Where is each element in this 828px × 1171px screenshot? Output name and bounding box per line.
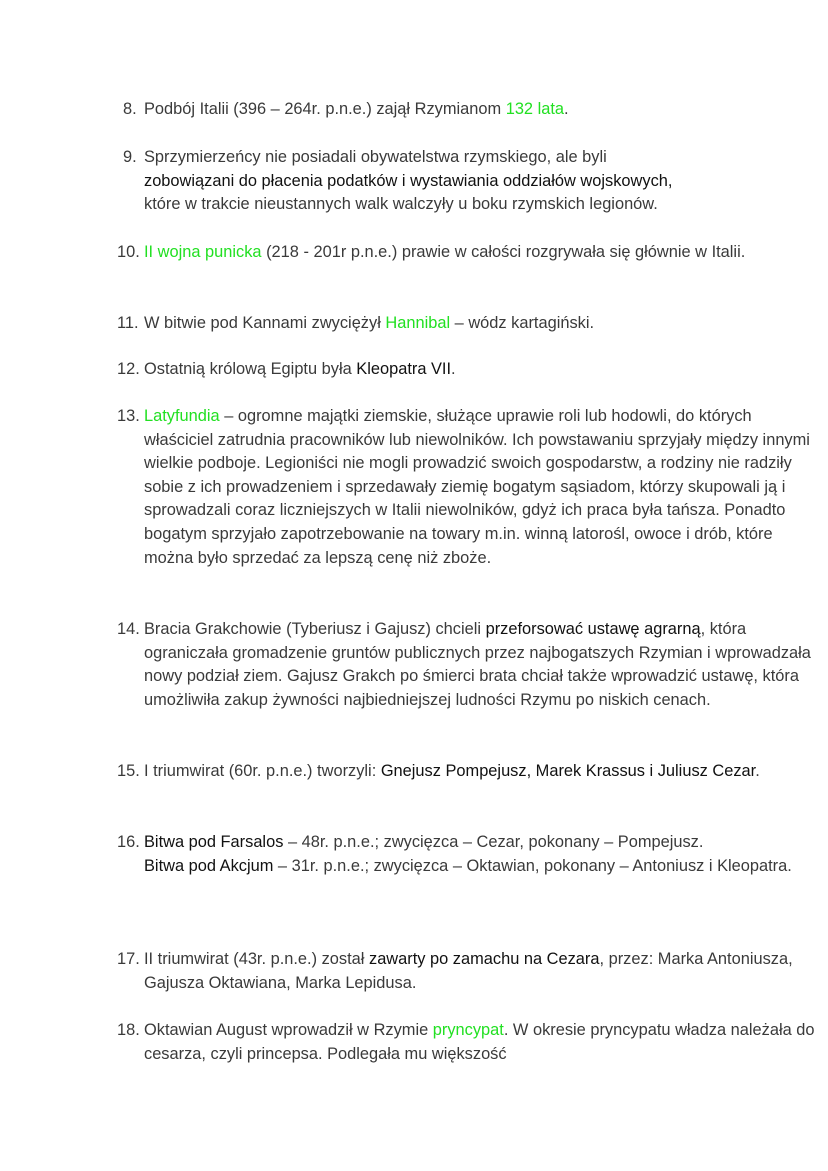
item-number: 14.: [117, 620, 140, 638]
list-item-8: [117, 98, 817, 122]
list-item-16: [117, 831, 817, 878]
item-text: Bitwa pod Farsalos – 48r. p.n.e.; zwycięzca – Cezar, pokonany – Pompejusz. Bitwa pod Akcjum – 31r. p.n.e.; zwycięzca – Oktawian, pokonany – Antoniusz i Kleopatra.: [144, 833, 792, 875]
item-number: 13.: [117, 407, 140, 425]
emphasis-text: Kleopatra VII: [356, 360, 452, 378]
item-text: Bracia Grakchowie (Tyberiusz i Gajusz) chcieli przeforsować ustawę agrarną, która ograniczała gromadzenie gruntów publicznych przez najbogatszych Rzymian i wprowadzała nowy podział ziem. Gajusz Grakch po śmierci brata chciał także wprowadzić ustawę, która umożliwiła zakup żywności najbiedniejszej ludności Rzymu po niskich cenach.: [144, 620, 811, 709]
item-text: II triumwirat (43r. p.n.e.) został zawarty po zamachu na Cezara, przez: Marka Antoniusza, Gajusza Oktawiana, Marka Lepidusa.: [144, 950, 793, 992]
item-text: Oktawian August wprowadził w Rzymie pryncypat. W okresie pryncypatu władza należała do cesarza, czyli princepsa. Podlegała mu większość: [144, 1021, 815, 1063]
item-number: 16.: [117, 833, 140, 851]
item-number: 15.: [117, 762, 140, 780]
item-number: 17.: [117, 950, 140, 968]
list-item-13: [117, 405, 817, 570]
emphasis-text: zobowiązani do płacenia podatków i wystawiania oddziałów wojskowych,: [144, 171, 673, 190]
highlight-green: II wojna punicka: [144, 243, 262, 261]
emphasis-text: Bitwa pod Akcjum: [144, 856, 274, 875]
item-text: Ostatnią królową Egiptu była Kleopatra VII.: [144, 360, 456, 378]
highlight-green: Latyfundia: [144, 407, 220, 425]
highlight-green: pryncypat: [432, 1021, 504, 1039]
item-number: 9.: [123, 148, 137, 166]
list-item-10: [117, 241, 817, 265]
highlight-green: 132 lata: [505, 100, 565, 118]
item-number: 10.: [117, 243, 140, 261]
emphasis-text: Bitwa pod Farsalos: [144, 833, 284, 851]
item-number: 8.: [123, 100, 137, 118]
item-text: Podbój Italii (396 – 264r. p.n.e.) zajął Rzymianom 132 lata.: [144, 100, 569, 118]
item-number: 18.: [117, 1021, 140, 1039]
highlight-green: Hannibal: [385, 314, 451, 332]
emphasis-text: zawarty po zamachu na Cezara: [369, 950, 600, 968]
list-item-18: [117, 1019, 817, 1066]
item-text: I triumwirat (60r. p.n.e.) tworzyli: Gnejusz Pompejusz, Marek Krassus i Juliusz Cezar.: [144, 762, 760, 780]
item-number: 11.: [117, 314, 139, 332]
list-item-17: [117, 948, 817, 995]
emphasis-text: Gnejusz Pompejusz, Marek Krassus i Juliusz Cezar: [380, 762, 756, 780]
item-text: W bitwie pod Kannami zwyciężył Hannibal – wódz kartagiński.: [144, 314, 595, 332]
item-number: 12.: [117, 360, 140, 378]
list-item-9: [117, 146, 817, 217]
emphasis-text: przeforsować ustawę agrarną: [485, 620, 701, 638]
item-text: Sprzymierzeńcy nie posiadali obywatelstwa rzymskiego, ale byli zobowiązani do płacenia podatków i wystawiania oddziałów wojskowych, które w trakcie nieustannych walk walczyły u boku rzymskich legionów.: [144, 148, 673, 214]
list-item-15: [117, 760, 817, 784]
list-item-11: [117, 312, 817, 336]
list-item-12: [117, 358, 817, 382]
item-text: II wojna punicka (218 - 201r p.n.e.) prawie w całości rozgrywała się głównie w Italii.: [144, 243, 746, 261]
item-text: Latyfundia – ogromne majątki ziemskie, służące uprawie roli lub hodowli, do których właściciel zatrudnia pracowników lub niewolników. Ich powstawaniu sprzyjały między innymi wielkie podboje. Legioniści nie mogli prowadzić swoich gospodarstw, a rodziny nie radziły sobie z ich prowadzeniem i sprzedawały ziemię bogatym sąsiadom, którzy skupowali ją i sprowadzali coraz liczniejszych w Italii niewolników, gdyż ich praca była tańsza. Ponadto bogatym sprzyjało zapotrzebowanie na towary m.in. winną latorośl, owoce i drób, które można było sprzedać za lepszą cenę niż zboże.: [144, 407, 810, 567]
list-item-14: [117, 618, 817, 712]
